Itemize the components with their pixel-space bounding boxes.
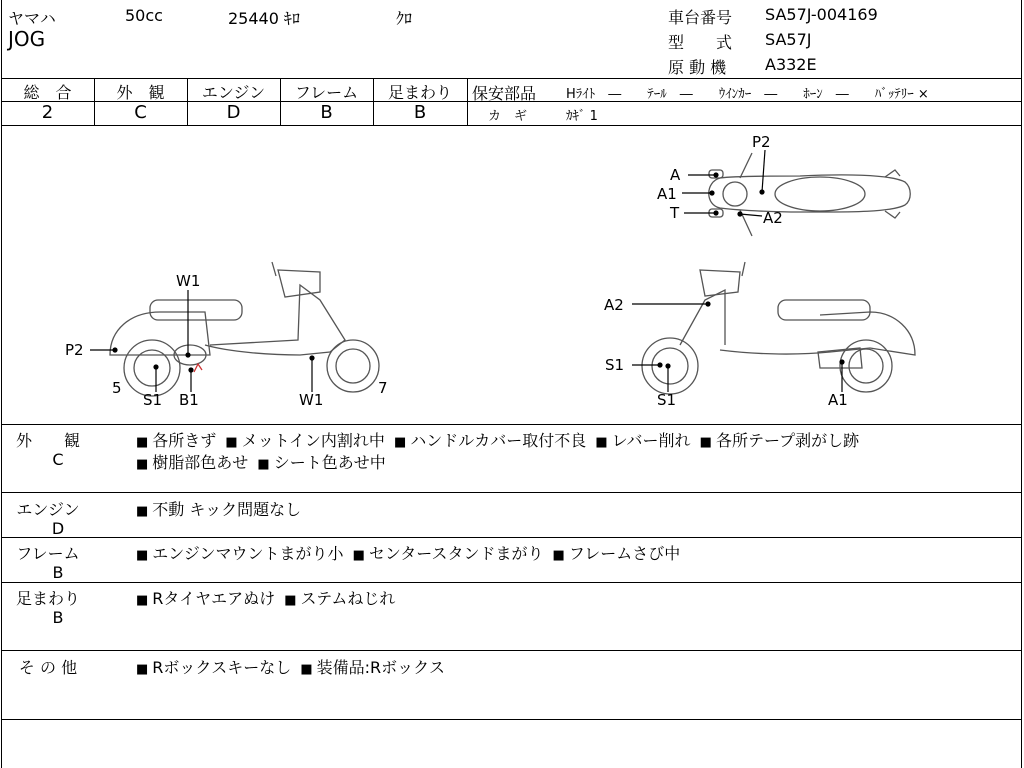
rating-header-exterior: 外 観 <box>116 83 165 102</box>
remark-grade: D <box>51 519 65 538</box>
remark-item: 各所きず <box>152 431 222 450</box>
frame-no-label: 車台番号 <box>668 8 733 27</box>
scooter-top-view <box>709 153 911 236</box>
bullet-icon: ■ <box>393 435 407 450</box>
label-p2-top: P2 <box>752 133 771 151</box>
bullet-icon: ■ <box>136 593 149 608</box>
grid-line <box>1 537 1022 538</box>
bullet-icon: ■ <box>136 548 149 563</box>
remark-grade: B <box>52 608 64 627</box>
label-a2-top: A2 <box>763 209 783 227</box>
remark-item: Rボックスキーなし <box>152 658 297 677</box>
label-w1-bottom: W1 <box>299 391 324 409</box>
grid-line <box>1 424 1022 425</box>
rating-value-suspension: B <box>413 102 427 123</box>
label-s1-left: S1 <box>143 391 163 409</box>
damage-mark <box>194 364 202 372</box>
label-7-left: 7 <box>378 379 388 397</box>
remark-label: エンジン <box>16 500 80 519</box>
bullet-icon: ■ <box>300 662 313 677</box>
scooter-left-view <box>110 262 379 396</box>
bullet-icon: ■ <box>136 435 149 450</box>
model-name: JOG <box>8 27 46 51</box>
remark-item: 不動 キック問題なし <box>152 500 302 519</box>
bullet-icon: ■ <box>352 548 365 563</box>
maker: ヤマハ <box>8 9 56 28</box>
remark-line <box>136 497 305 520</box>
engine-label: 原 動 機 <box>668 58 727 77</box>
frame-no: SA57J-004169 <box>765 5 878 24</box>
engine-value: A332E <box>765 55 817 74</box>
scooter-right-view <box>642 262 915 394</box>
bullet-icon: ■ <box>136 457 149 472</box>
remark-label: 外 観 <box>15 431 80 450</box>
bullet-icon: ■ <box>225 435 238 450</box>
rating-value-exterior: C <box>134 102 147 123</box>
remark-line <box>136 450 390 473</box>
remark-grade: C <box>52 450 64 469</box>
rating-header-suspension: 足まわり <box>387 83 452 102</box>
label-t-top: T <box>670 204 680 222</box>
remark-item: 各所テープ剥がし跡 <box>715 431 860 450</box>
remark-label: 足まわり <box>15 589 80 608</box>
remark-item: センタースタンドまがり <box>368 544 549 563</box>
scooter-diagram <box>0 126 1022 424</box>
label-5-left: 5 <box>112 379 122 397</box>
remark-item: エンジンマウントまがり小 <box>152 544 349 563</box>
remark-grade: B <box>52 563 64 582</box>
rating-value-overall: 2 <box>41 102 54 123</box>
remark-item: 装備品:Rボックス <box>316 658 445 677</box>
bullet-icon: ■ <box>699 435 712 450</box>
grid-line <box>1 582 1022 583</box>
type-label: 型 式 <box>668 33 733 52</box>
label-p2-left: P2 <box>65 341 84 359</box>
label-b1-left: B1 <box>179 391 199 409</box>
remark-label: フレーム <box>16 544 80 563</box>
bullet-icon: ■ <box>257 457 270 472</box>
bullet-icon: ■ <box>552 548 565 563</box>
remark-line <box>136 655 449 678</box>
rating-value-engine: D <box>226 102 241 123</box>
label-a1-right: A1 <box>828 391 848 409</box>
bullet-icon: ■ <box>284 593 297 608</box>
label-s1-bottom-right: S1 <box>657 391 677 409</box>
remark-line <box>136 586 399 609</box>
grid-line <box>1 78 1022 79</box>
remark-item: ハンドルカバー取付不良 <box>410 431 592 450</box>
remark-item: メットイン内割れ中 <box>241 431 390 450</box>
remark-item: レバー削れ <box>611 431 696 450</box>
remark-item: ステムねじれ <box>300 589 396 608</box>
displacement: 50cc <box>125 6 163 25</box>
label-a1-top: A1 <box>657 185 677 203</box>
grid-line <box>1 650 1022 651</box>
key-label: カ ギ <box>488 109 528 124</box>
rating-header-frame: フレーム <box>294 83 359 102</box>
grid-line <box>1 492 1022 493</box>
color: ｸﾛ <box>396 9 413 28</box>
key-value: ｶｷﾞ 1 <box>566 109 598 124</box>
bullet-icon: ■ <box>136 504 149 519</box>
label-a2-right: A2 <box>604 296 624 314</box>
remark-item: 樹脂部色あせ <box>152 453 254 472</box>
mileage: 25440 ｷﾛ <box>228 9 300 28</box>
grid-line <box>467 78 468 125</box>
rating-header-overall: 総 合 <box>23 83 72 102</box>
safety-items: Hﾗｲﾄ ― ﾃｰﾙ ― ｳｲﾝｶｰ ― ﾎｰﾝ ― ﾊﾞｯﾃﾘｰ × <box>566 87 929 102</box>
remark-item: Rタイヤエアぬけ <box>152 589 281 608</box>
rating-value-frame: B <box>320 102 333 123</box>
grid-line <box>1 719 1022 720</box>
remark-line <box>136 541 684 564</box>
safety-label: 保安部品 <box>472 84 537 103</box>
remark-item: シート色あせ中 <box>273 453 386 472</box>
bullet-icon: ■ <box>136 662 149 677</box>
label-w1-left: W1 <box>176 272 201 290</box>
label-s1-right: S1 <box>605 356 625 374</box>
label-a-top: A <box>670 166 681 184</box>
bullet-icon: ■ <box>595 435 608 450</box>
remark-label: そ の 他 <box>18 658 78 677</box>
rating-header-engine: エンジン <box>201 83 266 102</box>
remark-line <box>136 428 863 451</box>
type-value: SA57J <box>765 30 812 49</box>
remark-item: フレームさび中 <box>568 544 681 563</box>
